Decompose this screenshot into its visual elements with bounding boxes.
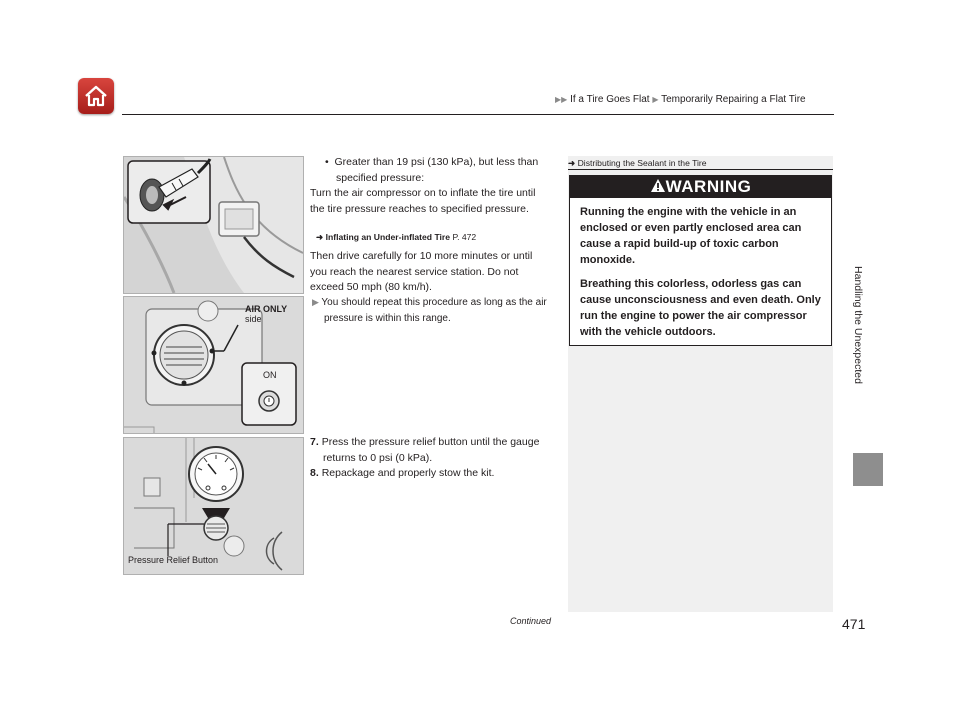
chapter-tab-marker <box>853 453 883 486</box>
continued-label: Continued <box>510 616 552 626</box>
figure-hose-connection <box>123 156 304 294</box>
chevron-right-icon: ▶ <box>652 95 659 104</box>
note-text: You should repeat this procedure as long as the air pressure is within this range. <box>321 297 547 324</box>
step-text: Repackage and properly stow the kit. <box>321 467 495 479</box>
warning-text: Breathing this colorless, odorless gas can cause unconsciousness and even death. Only run the engine to power the air compressor with the vehicle outdoors. <box>580 278 821 338</box>
bullet-item <box>322 155 566 186</box>
header-divider <box>122 114 834 115</box>
hose-illustration <box>124 157 303 293</box>
paragraph: Turn the air compressor on to inflate the tire until the tire pressure reaches to specified pressure. <box>310 187 536 215</box>
step-item <box>310 435 552 466</box>
air-only-label-line1: AIR ONLY <box>245 304 288 314</box>
step-list <box>310 435 552 482</box>
step-item <box>310 466 552 482</box>
step-text: Press the pressure relief button until the gauge returns to 0 psi (0 kPa). <box>321 436 540 464</box>
reference-page: P. 472 <box>452 232 477 242</box>
air-only-label-line2: side <box>245 314 262 324</box>
pressure-gauge-illustration <box>124 438 303 574</box>
step-number: 7. <box>310 436 319 448</box>
note-item <box>312 295 566 326</box>
cross-reference-link[interactable] <box>316 232 476 243</box>
bullet-text: Greater than 19 psi (130 kPa), but less than specified pressure: <box>334 156 539 184</box>
paragraph: Then drive carefully for 10 more minutes or until you reach the nearest service station. Do not exceed 50 mph (80 km/h). <box>310 250 533 293</box>
breadcrumb-item[interactable]: Temporarily Repairing a Flat Tire <box>661 94 806 105</box>
reference-title: Inflating an Under-inflated Tire <box>325 232 451 242</box>
air-only-label <box>245 304 287 324</box>
chapter-tab-label: Handling the Unexpected <box>852 266 864 384</box>
home-button[interactable] <box>78 78 114 114</box>
on-switch-label: ON <box>263 370 277 380</box>
sidebar-title <box>568 158 707 169</box>
warning-triangle-icon <box>650 178 666 193</box>
info-icon: ➜ <box>568 158 576 168</box>
breadcrumb-item[interactable]: If a Tire Goes Flat <box>570 94 650 105</box>
page-number: 471 <box>842 616 866 632</box>
house-icon <box>78 78 114 114</box>
step-number: 8. <box>310 467 319 479</box>
chapter-tab[interactable] <box>848 205 868 445</box>
figure-compressor-switch <box>123 296 304 434</box>
sidebar-title-text: Distributing the Sealant in the Tire <box>577 158 707 168</box>
chevron-right-icon: ▶▶ <box>555 95 568 104</box>
breadcrumb <box>555 94 806 105</box>
warning-label: WARNING <box>665 177 752 196</box>
figure-pressure-relief <box>123 437 304 575</box>
chevron-right-icon: ▶ <box>312 297 322 307</box>
pressure-relief-label: Pressure Relief Button <box>128 555 219 565</box>
sidebar-divider <box>568 169 833 170</box>
warning-text: Running the engine with the vehicle in an enclosed or even partly enclosed area can cause a rapid build-up of toxic carbon monoxide. <box>580 206 802 266</box>
bullet-dot: • <box>325 156 335 168</box>
warning-header <box>570 176 831 198</box>
reference-arrow-icon: ➜ <box>316 232 324 242</box>
